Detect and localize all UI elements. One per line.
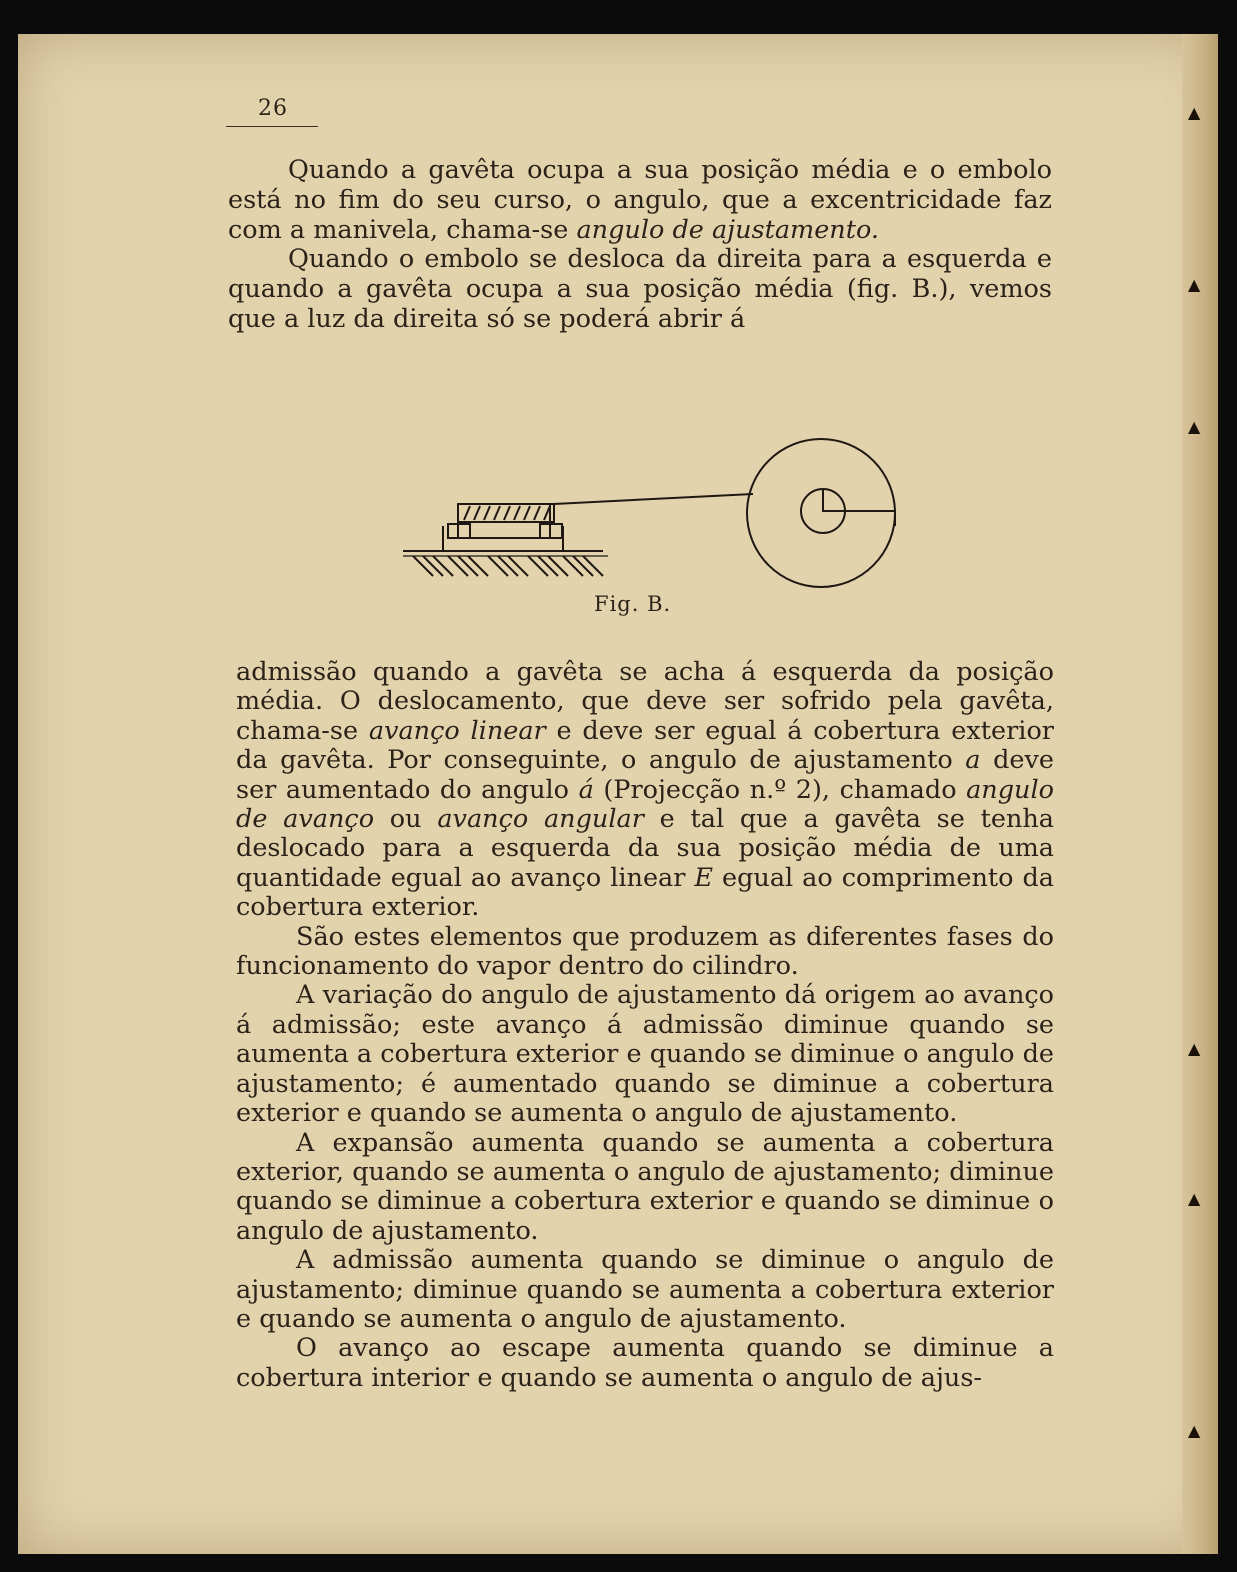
binding-mark: ▲ <box>1188 1421 1201 1440</box>
italic-term: avanço angular <box>437 804 644 835</box>
figure-caption: Fig. B. <box>594 592 672 616</box>
text-run: Quando o embolo se desloca da direita para a esquerda e quando a gavêta ocupa a sua posição média (fig. B.), vemos que a luz da direita só se poderá abrir á <box>228 244 1052 334</box>
italic-term: á <box>578 774 594 805</box>
binding-mark: ▲ <box>1188 275 1201 294</box>
slide-valve-eccentric-diagram <box>398 416 898 606</box>
page-spine <box>1182 34 1218 1554</box>
italic-term: angulo de avanço <box>236 774 1054 835</box>
text-run: A admissão aumenta quando se diminue o angulo de ajustamento; diminue quando se aumenta a cobertura exterior e quando se aumenta o angulo de ajustamento. <box>236 1245 1054 1334</box>
text-run: A variação do angulo de ajustamento dá origem ao avanço á admissão; este avanço á admissão diminue quando se aumenta a cobertura exterior e quando se diminue o angulo de ajustamento; é aumentado quando se diminue a cobertura exterior e quando se aumenta o angulo de ajustamento. <box>236 980 1054 1129</box>
text-run: deve ser aumentado do angulo <box>236 745 1054 805</box>
text-run: e deve ser egual á cobertura exterior da gavêta. Por conseguinte, o angulo de ajustamento <box>236 715 1054 776</box>
text-run: Quando a gavêta ocupa a sua posição média e o embolo está no fim do seu curso, o angulo, que a excentricidade faz com a manivela, chama-se <box>228 155 1052 245</box>
binding-mark: ▲ <box>1188 1039 1201 1058</box>
italic-term: angulo de ajustamento. <box>576 214 879 245</box>
text-run: (Projecção n.º 2), chamado <box>593 774 967 805</box>
text-run: e tal que a gavêta se tenha deslocado para a esquerda da sua posição média de uma quantidade egual ao avanço linear <box>236 804 1054 893</box>
text-run: São estes elementos que produzem as diferentes fases do funcionamento do vapor dentro do cilindro. <box>236 921 1054 982</box>
paragraph <box>236 981 1054 1128</box>
paragraph <box>236 1129 1054 1247</box>
text-run: admissão quando a gavêta se acha á esquerda da posição média. O deslocamento, que deve ser sofrido pela gavêta, chama-se <box>236 657 1054 746</box>
paragraph <box>236 1334 1054 1393</box>
book-page <box>18 34 1218 1554</box>
paragraph <box>236 1246 1054 1334</box>
top-text-block <box>228 156 1052 335</box>
text-run: A expansão aumenta quando se aumenta a cobertura exterior, quando se aumenta o angulo de ajustamento; diminue quando se diminue a cobertura exterior e quando se diminue o angulo de ajustamento. <box>236 1127 1054 1246</box>
paragraph <box>236 658 1054 923</box>
text-run: O avanço ao escape aumenta quando se diminue a cobertura interior e quando se aumenta o angulo de ajus- <box>236 1333 1054 1393</box>
bottom-text-block <box>236 658 1054 1393</box>
page-number-rule <box>226 126 318 127</box>
italic-term: avanço linear <box>368 715 546 746</box>
binding-mark: ▲ <box>1188 1189 1201 1208</box>
italic-term: E <box>694 862 714 893</box>
text-run: ou <box>374 804 438 835</box>
italic-term: a <box>965 745 981 776</box>
paragraph <box>236 923 1054 982</box>
paragraph <box>228 156 1052 245</box>
binding-mark: ▲ <box>1188 103 1201 122</box>
page-number: 26 <box>258 96 288 121</box>
text-run: egual ao comprimento da cobertura exterior. <box>236 862 1054 923</box>
binding-mark: ▲ <box>1188 417 1201 436</box>
paragraph <box>228 245 1052 334</box>
